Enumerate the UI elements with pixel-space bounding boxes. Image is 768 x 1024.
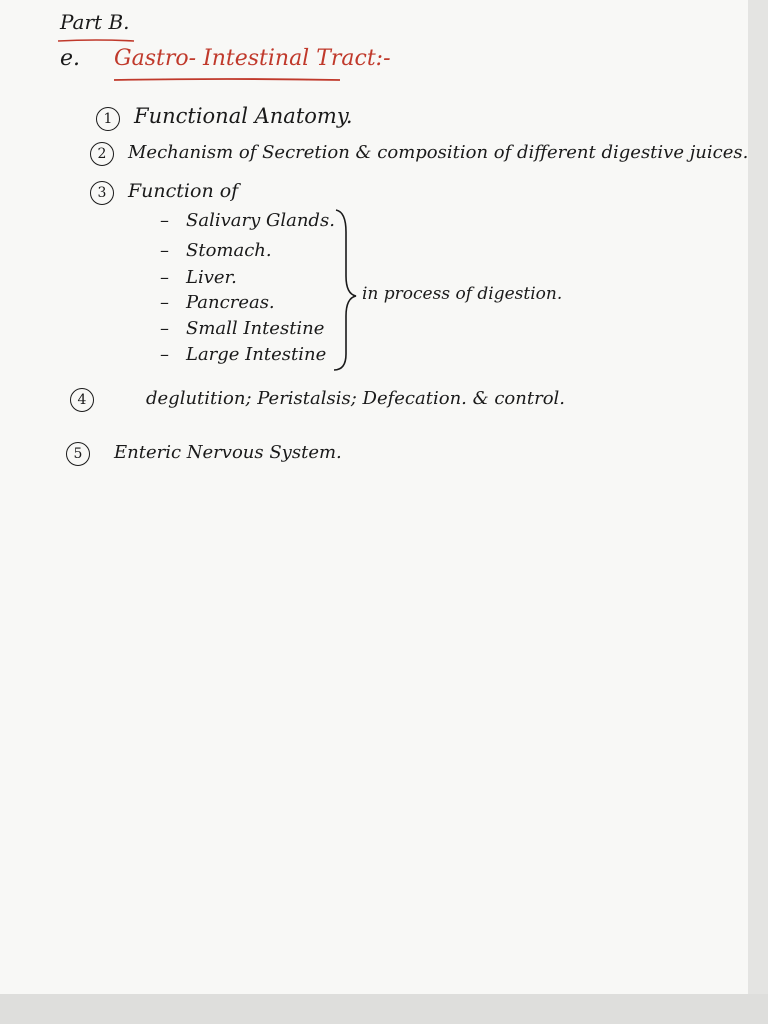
item-number-badge: 4: [70, 388, 94, 412]
item-text: Enteric Nervous System.: [114, 442, 342, 463]
item-text: Functional Anatomy.: [134, 104, 353, 128]
item-number-badge: 2: [90, 142, 114, 166]
page-edge-right: [748, 0, 768, 1024]
part-label: Part B.: [60, 10, 130, 34]
subitem: – Small Intestine: [160, 318, 325, 339]
subitem: – Pancreas.: [160, 292, 275, 313]
brace-note: in process of digestion.: [362, 284, 563, 304]
list-item-1: [96, 104, 353, 131]
list-item-3: [90, 180, 238, 205]
item-text: Mechanism of Secretion & composition of different digestive juices.: [128, 142, 749, 163]
subitem: – Large Intestine: [160, 344, 327, 365]
curly-brace: [330, 208, 360, 373]
subitem-text: Pancreas.: [186, 292, 275, 313]
subitem: – Stomach.: [160, 240, 272, 261]
page-edge-bottom: [0, 994, 768, 1024]
section-title: Gastro- Intestinal Tract:-: [114, 46, 391, 71]
title-underline: [112, 77, 342, 83]
subitem-text: Stomach.: [186, 240, 272, 261]
subitem-text: Liver.: [186, 267, 237, 288]
list-item-4: [70, 388, 565, 412]
item-text: Function of: [128, 180, 239, 202]
subitem: – Liver.: [160, 267, 237, 288]
item-text: deglutition; Peristalsis; Defecation. & control.: [146, 388, 566, 409]
part-underline: [56, 38, 136, 44]
subitem-text: Large Intestine: [186, 344, 327, 365]
subitem: – Salivary Glands.: [160, 210, 335, 231]
item-number-badge: 3: [90, 181, 114, 205]
subitem-text: Salivary Glands.: [186, 210, 335, 231]
subitem-text: Small Intestine: [186, 318, 325, 339]
list-item-5: [66, 442, 342, 466]
section-marker: e.: [60, 46, 81, 71]
item-number-badge: 5: [66, 442, 90, 466]
item-number-badge: 1: [96, 107, 120, 131]
list-item-2: [90, 142, 748, 166]
